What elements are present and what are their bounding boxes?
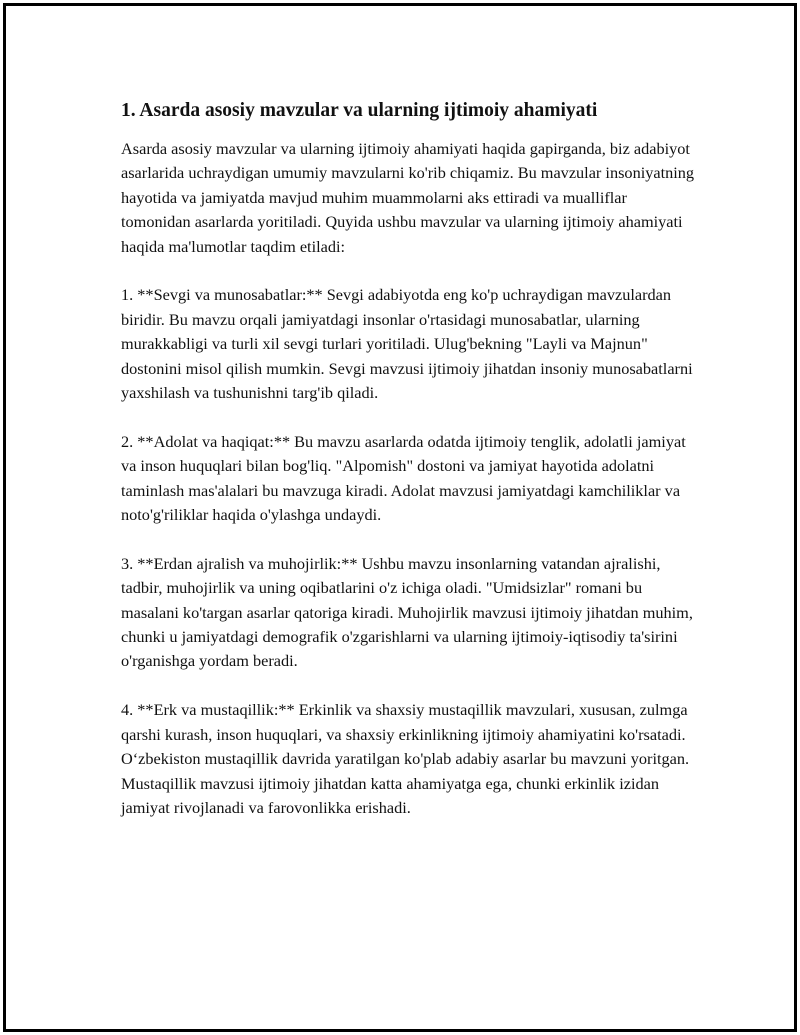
paragraph-freedom-independence: 4. **Erk va mustaqillik:** Erkinlik va shaxsiy mustaqillik mavzulari, xususan, zulmga qarshi kurash, inson huquqlari, va shaxsiy erkinlikning ijtimoiy ahamiyatini ko'rsatadi. O‘zbekiston mustaqillik davrida yaratilgan ko'plab adabiy asarlar bu mavzuni yoritgan. Mustaqillik mavzusi ijtimoiy jihatdan katta ahamiyatga ega, chunki erkinlik izidan jamiyat rivojlanadi va farovonlikka erishadi. [121, 700, 690, 817]
section-heading: 1. Asarda asosiy mavzular va ularning ijtimoiy ahamiyati [121, 100, 598, 121]
paragraph-emigration: 3. **Erdan ajralish va muhojirlik:** Ushbu mavzu insonlarning vatandan ajralishi, tadbir, muhojirlik va uning oqibatlarini o'z ichiga oladi. "Umidsizlar" romani bu masalani ko'targan asarlar qatoriga kiradi. Muhojirlik mavzusi ijtimoiy jihatdan muhim, chunki u jamiyatdagi demografik o'zgarishlarni va ularning ijtimoiy-iqtisodiy ta'sirini o'rganishga yordam beradi. [121, 553, 693, 671]
page-frame [3, 3, 797, 1032]
intro-paragraph: Asarda asosiy mavzular va ularning ijtimoiy ahamiyati haqida gapirganda, biz adabiyot asarlarida uchraydigan umumiy mavzularni ko'rib chiqamiz. Bu mavzular insoniyatning hayotida va jamiyatda mavjud muhim muammolarni aks ettiradi va mualliflar tomonidan asarlarda yoritiladi. Quyida ushbu mavzular va ularning ijtimoiy ahamiyati haqida ma'lumotlar taqdim etiladi: [121, 139, 695, 256]
paragraph-love-relations: 1. **Sevgi va munosabatlar:** Sevgi adabiyotda eng ko'p uchraydigan mavzulardan biridir. Bu mavzu orqali jamiyatdagi insonlar o'rtasidagi munosabatlar, ularning murakkabligi va turli xil sevgi turlari yoritiladi. Ulug'bekning "Layli va Majnun" dostonini misol qilish mumkin. Sevgi mavzusi ijtimoiy jihatdan insoniy munosabatlarni yaxshilash va tushunishni targ'ib qiladi. [121, 285, 693, 403]
paragraph-justice-truth: 2. **Adolat va haqiqat:** Bu mavzu asarlarda odatda ijtimoiy tenglik, adolatli jamiyat va inson huquqlari bilan bog'liq. "Alpomish" dostoni va jamiyat hayotida adolatni taminlash mas'alalari bu mavzuga kiradi. Adolat mavzusi jamiyatdagi kamchiliklar va noto'g'riliklar haqida o'ylashga undaydi. [121, 431, 686, 525]
document-body [121, 98, 696, 845]
